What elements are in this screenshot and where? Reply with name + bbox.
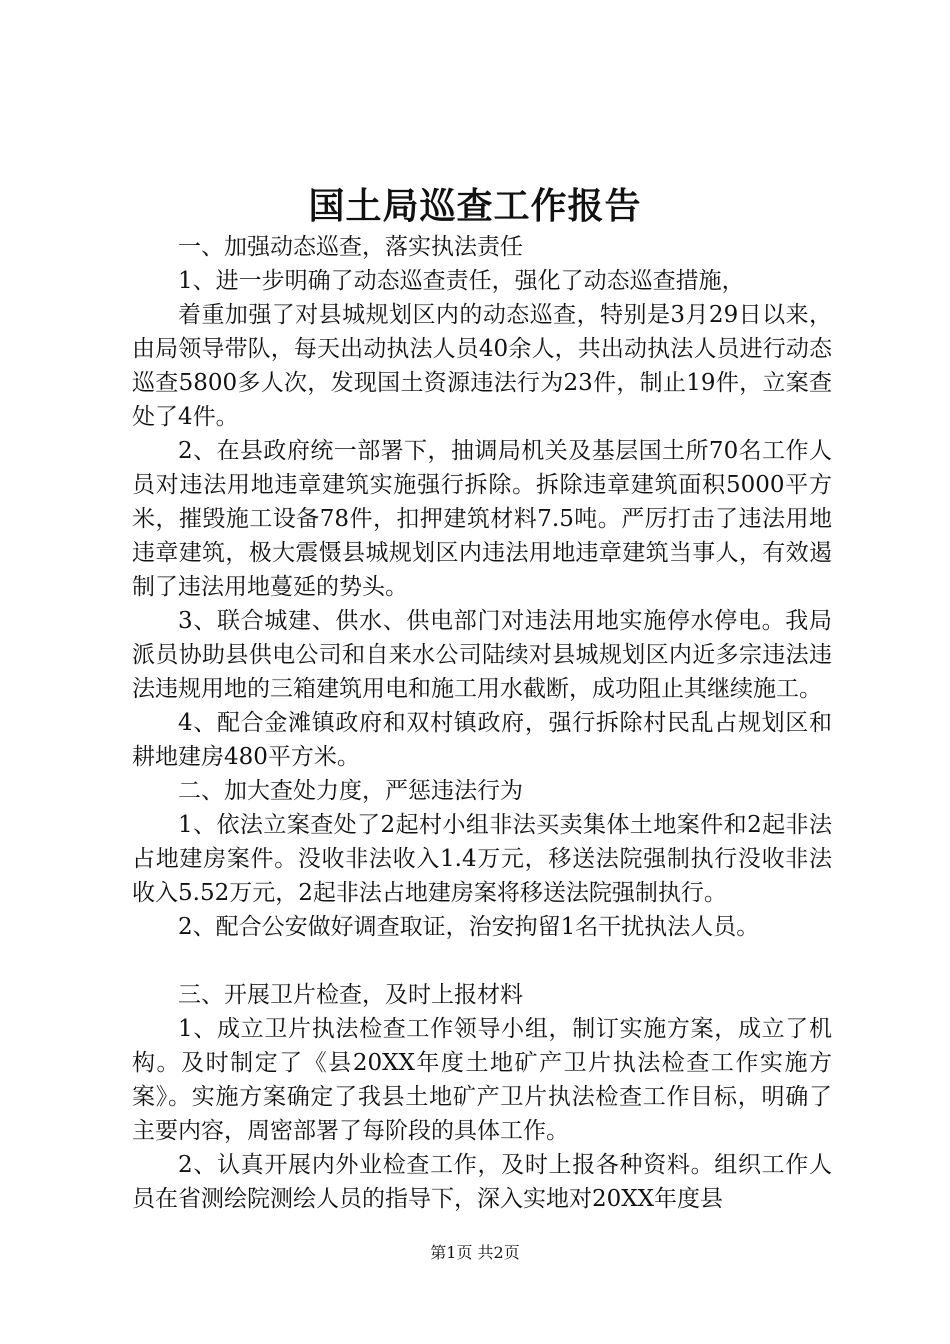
- section-heading-3: 三、开展卫片检查，及时上报材料: [178, 982, 523, 1008]
- section-heading-2: 二、加大查处力度，严惩违法行为: [178, 778, 523, 804]
- paragraph: 2、配合公安做好调查取证，治安拘留1名干扰执法人员。: [178, 914, 760, 940]
- paragraph: 2、认真开展内外业检查工作，及时上报各种资料。组织工作人员在省测绘院测绘人员的指导下，深入实地对20XX年度县: [132, 1152, 832, 1212]
- paragraph: 4、配合金滩镇政府和双村镇政府，强行拆除村民乱占规划区和耕地建房480平方米。: [132, 710, 832, 770]
- paragraph: 3、联合城建、供水、供电部门对违法用地实施停水停电。我局派员协助县供电公司和自来水公司陆续对县城规划区内近多宗违法违法违规用地的三箱建筑用电和施工用水截断，成功阻止其继续施工。: [132, 608, 832, 702]
- paragraph: 1、依法立案查处了2起村小组非法买卖集体土地案件和2起非法占地建房案件。没收非法收入1.4万元，移送法院强制执行没收非法收入5.52万元，2起非法占地建房案将移送法院强制执行。: [132, 812, 832, 906]
- document-title: 国土局巡查工作报告: [308, 185, 642, 227]
- paragraph: 1、进一步明确了动态巡查责任，强化了动态巡查措施，: [178, 268, 745, 294]
- document-body: [132, 230, 832, 1216]
- paragraph: 1、成立卫片执法检查工作领导小组，制订实施方案，成立了机构。及时制定了《县20XX年度土地矿产卫片执法检查工作实施方案》。实施方案确定了我县土地矿产卫片执法检查工作目标，明确了主要内容，周密部署了每阶段的具体工作。: [132, 1016, 832, 1144]
- page-footer: 第1页 共2页: [430, 1243, 520, 1262]
- section-heading-1: 一、加强动态巡查，落实执法责任: [178, 234, 523, 260]
- paragraph: 2、在县政府统一部署下，抽调局机关及基层国土所70名工作人员对违法用地违章建筑实施强行拆除。拆除违章建筑面积5000平方米，摧毁施工设备78件，扣押建筑材料7.5吨。严厉打击了违法用地违章建筑，极大震慑县城规划区内违法用地违章建筑当事人，有效遏制了违法用地蔓延的势头。: [132, 438, 832, 600]
- paragraph: 着重加强了对县城规划区内的动态巡查，特别是3月29日以来，由局领导带队，每天出动执法人员40余人，共出动执法人员进行动态巡查5800多人次，发现国土资源违法行为23件，制止19件，立案查处了4件。: [132, 302, 832, 430]
